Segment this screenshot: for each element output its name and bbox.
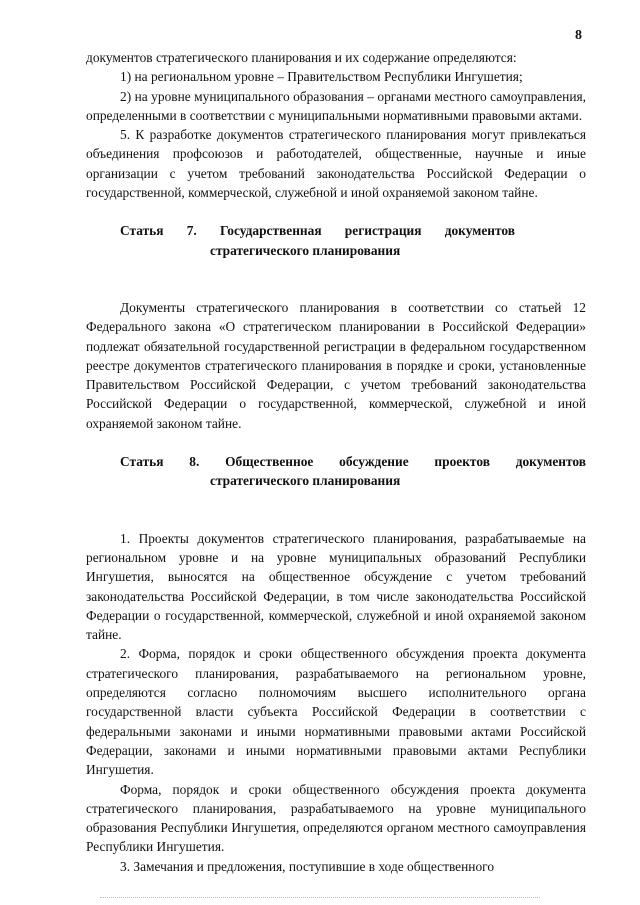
page-number: 8 [575, 28, 582, 43]
article-7-heading-line1: Статья 7. Государственная регистрация документов [120, 223, 515, 239]
article-8-heading-line2: стратегического планирования [210, 473, 401, 489]
article-8-heading-line1: Статья 8. Общественное обсуждение проектов документов [120, 454, 586, 470]
article-8-heading [86, 452, 586, 491]
article-8-paragraph-1: 1. Проекты документов стратегического планирования, разрабатываемые на региональном уровне и на уровне муниципальных образований Республики Ингушетия, выносятся на общественное обсуждение с учетом требований законодательства Российской Федерации, в том числе законодательства Российской Федерации о государственной, коммерческой, служебной и иной охраняемой законом тайне. [86, 530, 586, 643]
scan-artifact-line [100, 897, 540, 901]
article-8-paragraph-3: Форма, порядок и сроки общественного обсуждения проекта документа стратегического планирования, разрабатываемого на уровне муниципального образования Республики Ингушетия, определяются органом местного самоуправления Республики Ингушетия. [86, 781, 586, 855]
article-8-paragraph-2: 2. Форма, порядок и сроки общественного обсуждения проекта документа стратегического планирования, разрабатываемого на региональном уровне, определяются согласно полномочиям высшего исполнительного органа государственной власти субъекта Российской Федерации в соответствии с федеральными законами и иными нормативными правовыми актами Российской Федерации, законами и иными нормативными правовыми актами Республики Ингушетия. [86, 646, 586, 778]
article-7-heading [86, 221, 586, 260]
list-item-municipal: 2) на уровне муниципального образования – органами местного самоуправления, определенными в соответствии с муниципальными нормативными правовыми актами. [86, 88, 586, 123]
article-8-paragraph-4: 3. Замечания и предложения, поступившие в ходе общественного [120, 858, 495, 874]
article-7-paragraph: Документы стратегического планирования в соответствии со статьей 12 Федерального закона «О стратегическом планировании в Российской Федерации» подлежат обязательной государственной регистрации в федеральном государственном реестре документов стратегического планирования в порядке и сроки, установленные Правительством Российской Федерации, с учетом требований законодательства Российской Федерации о государственной, коммерческой, служебной и иной охраняемой законом тайне. [86, 299, 586, 431]
article-7-heading-line2: стратегического планирования [210, 242, 401, 258]
list-item-regional: 1) на региональном уровне – Правительством Республики Ингушетия; [120, 69, 523, 85]
paragraph-item-5: 5. К разработке документов стратегического планирования могут привлекаться объединения профсоюзов и работодателей, общественные, научные и иные организации с учетом требований законодательства Российской Федерации о государственной, коммерческой, служебной и иной охраняемой законом тайне. [86, 127, 586, 201]
paragraph-continuation: документов стратегического планирования и их содержание определяются: [86, 50, 517, 65]
document-body [86, 48, 586, 876]
